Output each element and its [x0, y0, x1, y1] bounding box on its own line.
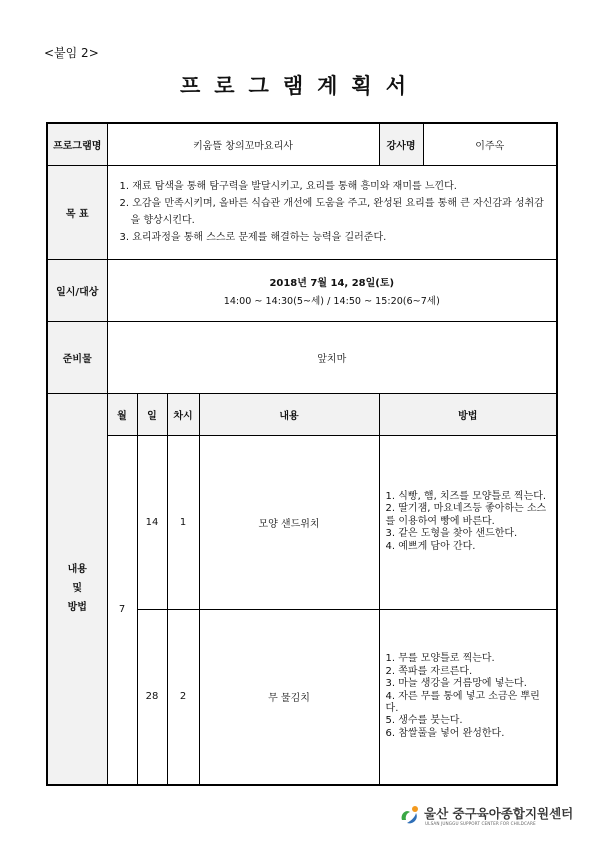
- program-name-label: 프로그램명: [47, 123, 107, 165]
- attachment-label: <붙임 2>: [44, 46, 99, 60]
- header-content: 내용: [199, 393, 379, 435]
- content-title-cell: 무 물김치: [199, 609, 379, 785]
- session-cell: 1: [167, 435, 199, 609]
- content-method-label: 내용 및 방법: [47, 393, 107, 785]
- materials-label: 준비물: [47, 321, 107, 393]
- page-title: 프로그램계획서: [179, 74, 420, 98]
- method-cell: 1. 식빵, 햄, 치즈를 모양틀로 찍는다. 2. 딸기잼, 마요네즈등 좋아하는 소스를 이용하여 빵에 바른다. 3. 같은 도형을 찾아 샌드한다. 4. 예쁘게 담아 간다.: [379, 435, 557, 609]
- org-logo-icon: [398, 803, 422, 827]
- session-cell: 2: [167, 609, 199, 785]
- materials-value: 앞치마: [107, 321, 557, 393]
- program-name-value: 키움뜰 창의꼬마요리사: [107, 123, 379, 165]
- goal-item: 1. 재료 탐색을 통해 탐구력을 발달시키고, 요리를 통해 흥미와 재미를 느낀다.: [119, 181, 457, 192]
- goals-row: [47, 165, 557, 259]
- goal-item: 2. 오감을 만족시키며, 올바른 식습관 개선에 도움을 주고, 완성된 요리를 통해 큰 자신감과 성취감을 향상시킨다.: [119, 198, 544, 226]
- content-header-row: [47, 393, 557, 435]
- date-cell: [107, 259, 557, 321]
- header-month: 월: [107, 393, 137, 435]
- program-row: [47, 123, 557, 165]
- org-name: 울산 중구육아종합지원센터: [424, 806, 574, 821]
- date-main: 2018년 7월 14, 28일(토): [269, 277, 395, 289]
- org-english-name: ULSAN JUNGGU SUPPORT CENTER FOR CHILDCARE: [425, 821, 536, 826]
- header-day: 일: [137, 393, 167, 435]
- date-row: [47, 259, 557, 321]
- instructor-label: 강사명: [379, 123, 423, 165]
- day-cell: 14: [137, 435, 167, 609]
- day-cell: 28: [137, 609, 167, 785]
- date-label: 일시/대상: [47, 259, 107, 321]
- header-session: 차시: [167, 393, 199, 435]
- materials-row: [47, 321, 557, 393]
- header-method: 방법: [379, 393, 557, 435]
- goals-label: 목 표: [47, 165, 107, 259]
- goals-list: [107, 165, 557, 259]
- instructor-name: 이주옥: [423, 123, 557, 165]
- goal-item: 3. 요리과정을 통해 스스로 문제를 해결하는 능력을 길러준다.: [119, 232, 387, 243]
- program-plan-table: [46, 122, 558, 786]
- table-row: [47, 435, 557, 609]
- content-title-cell: 모양 샌드위치: [199, 435, 379, 609]
- month-cell: 7: [107, 435, 137, 785]
- org-logo: [398, 801, 574, 831]
- date-times: 14:00 ~ 14:30(5~세) / 14:50 ~ 15:20(6~7세): [223, 295, 440, 307]
- method-cell: 1. 무를 모양틀로 찍는다. 2. 쪽파를 자르른다. 3. 마늘 생강을 거름망에 넣는다. 4. 자른 무를 통에 넣고 소금은 뿌린다. 5. 생수를 붓는다. 6. 참쌀풀을 넣어 완성한다.: [379, 609, 557, 785]
